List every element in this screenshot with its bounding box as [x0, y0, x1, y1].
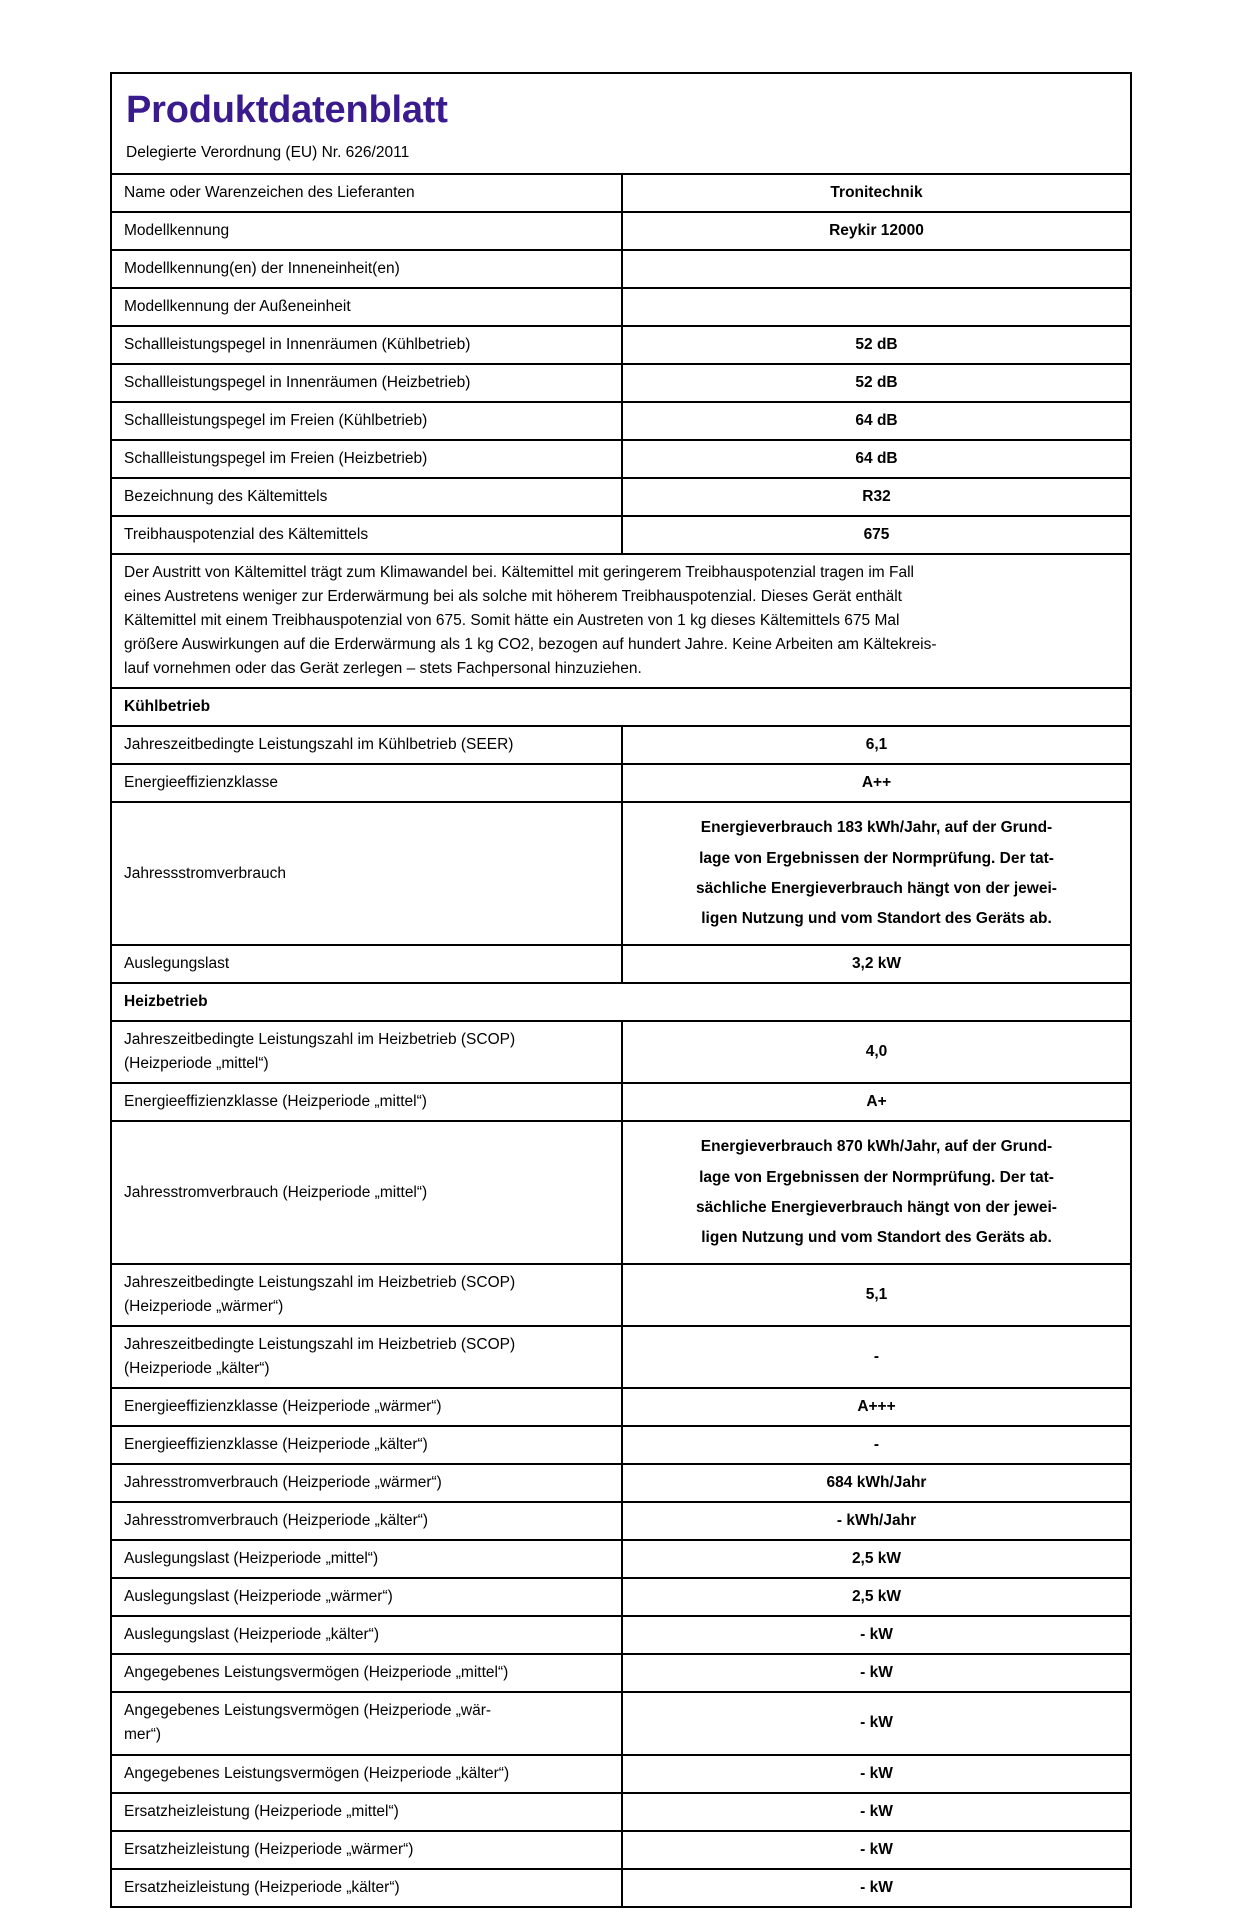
- row-label: [112, 1264, 622, 1326]
- row-label: Ersatzheizleistung (Heizperiode „kälter“): [112, 1869, 622, 1906]
- table-row: [112, 212, 1130, 250]
- row-label: Schallleistungspegel in Innenräumen (Heizbetrieb): [112, 364, 622, 402]
- table-row: [112, 1869, 1130, 1906]
- table-row: [112, 1654, 1130, 1692]
- row-value: A+++: [622, 1388, 1130, 1426]
- table-row: [112, 1388, 1130, 1426]
- label-line: Jahreszeitbedingte Leistungszahl im Heizbetrieb (SCOP): [124, 1031, 516, 1049]
- row-label: Energieeffizienzklasse (Heizperiode „mittel“): [112, 1083, 622, 1121]
- section-header-row-heating: [112, 983, 1130, 1021]
- row-label: Modellkennung der Außeneinheit: [112, 288, 622, 326]
- row-label: Angegebenes Leistungsvermögen (Heizperiode „mittel“): [112, 1654, 622, 1692]
- row-label: Energieeffizienzklasse (Heizperiode „wärmer“): [112, 1388, 622, 1426]
- row-label: Ersatzheizleistung (Heizperiode „wärmer“): [112, 1831, 622, 1869]
- table-row: [112, 1578, 1130, 1616]
- label-line: (Heizperiode „wärmer“): [124, 1298, 284, 1316]
- row-label: Treibhauspotenzial des Kältemittels: [112, 516, 622, 554]
- table-row: [112, 1083, 1130, 1121]
- datasheet-header: [112, 74, 1130, 175]
- table-row: [112, 1502, 1130, 1540]
- row-value: 684 kWh/Jahr: [622, 1464, 1130, 1502]
- row-value: 4,0: [622, 1021, 1130, 1083]
- label-line: Angegebenes Leistungsvermögen (Heizperiode „wär-: [124, 1702, 492, 1720]
- row-label: Jahresstromverbrauch (Heizperiode „mittel“): [112, 1121, 622, 1264]
- label-line: mer“): [124, 1726, 162, 1744]
- table-row: [112, 1021, 1130, 1083]
- note-line: Kältemittel mit einem Treibhauspotenzial von 675. Somit hätte ein Austreten von 1 kg dieses Kältemittels 675 Mal: [124, 612, 900, 630]
- row-value: - kW: [622, 1793, 1130, 1831]
- row-label: Auslegungslast: [112, 945, 622, 983]
- row-label: Name oder Warenzeichen des Lieferanten: [112, 175, 622, 212]
- table-row: [112, 1264, 1130, 1326]
- row-label: Auslegungslast (Heizperiode „mittel“): [112, 1540, 622, 1578]
- specification-table: [112, 175, 1130, 1905]
- note-line: eines Austretens weniger zur Erderwärmung bei als solche mit höherem Treibhauspotenzial. Dieses Gerät enthält: [124, 588, 902, 606]
- value-line: sächliche Energieverbrauch hängt von der jewei-: [696, 1198, 1057, 1216]
- table-row: [112, 364, 1130, 402]
- value-line: ligen Nutzung und vom Standort des Geräts ab.: [701, 910, 1052, 928]
- row-value: - kW: [860, 1878, 893, 1896]
- refrigerant-note: [112, 554, 1130, 688]
- row-label: Modellkennung: [112, 212, 622, 250]
- section-header-row-cooling: [112, 688, 1130, 726]
- row-value: Reykir 12000: [622, 212, 1130, 250]
- table-row: [112, 288, 1130, 326]
- row-label: Auslegungslast (Heizperiode „kälter“): [112, 1616, 622, 1654]
- table-row: [112, 1793, 1130, 1831]
- table-row: [112, 1426, 1130, 1464]
- row-label: [112, 1021, 622, 1083]
- row-label: Modellkennung(en) der Inneneinheit(en): [112, 250, 622, 288]
- row-value: 52 dB: [622, 364, 1130, 402]
- row-value: [622, 1121, 1130, 1264]
- row-value: 3,2 kW: [622, 945, 1130, 983]
- table-row: [112, 516, 1130, 554]
- row-value: -: [622, 1426, 1130, 1464]
- label-line: (Heizperiode „mittel“): [124, 1055, 269, 1073]
- row-value: - kW: [622, 1831, 1130, 1869]
- table-row: [112, 1755, 1130, 1793]
- row-label: Schallleistungspegel im Freien (Kühlbetrieb): [112, 402, 622, 440]
- row-value: R32: [622, 478, 1130, 516]
- table-row: [112, 326, 1130, 364]
- row-value: -: [622, 1326, 1130, 1388]
- row-label: Ersatzheizleistung (Heizperiode „mittel“): [112, 1793, 622, 1831]
- note-line: Der Austritt von Kältemittel trägt zum Klimawandel bei. Kältemittel mit geringerem Treibhauspotenzial tragen im Fall: [124, 564, 914, 582]
- row-value: 5,1: [622, 1264, 1130, 1326]
- table-row: [112, 1831, 1130, 1869]
- table-row: [112, 1540, 1130, 1578]
- row-value: 6,1: [622, 726, 1130, 764]
- product-datasheet: [110, 72, 1132, 1908]
- table-row: [112, 726, 1130, 764]
- row-label: Jahreszeitbedingte Leistungszahl im Kühlbetrieb (SEER): [112, 726, 622, 764]
- row-value: - kW: [622, 1755, 1130, 1793]
- row-label: Auslegungslast (Heizperiode „wärmer“): [112, 1578, 622, 1616]
- row-value: [622, 288, 1130, 326]
- row-value: [622, 250, 1130, 288]
- row-value: - kW: [622, 1654, 1130, 1692]
- table-row: [112, 1616, 1130, 1654]
- value-line: lage von Ergebnissen der Normprüfung. Der tat-: [699, 1168, 1054, 1186]
- note-line: größere Auswirkungen auf die Erderwärmung als 1 kg CO2, bezogen auf hundert Jahre. Keine Arbeiten am Kältekreis-: [124, 636, 937, 654]
- row-value: 64 dB: [622, 440, 1130, 478]
- table-row: [112, 1464, 1130, 1502]
- row-value: Tronitechnik: [622, 175, 1130, 212]
- row-value: 2,5 kW: [622, 1540, 1130, 1578]
- row-label: Energieeffizienzklasse: [112, 764, 622, 802]
- row-label: Jahresstromverbrauch (Heizperiode „kälter“): [112, 1502, 622, 1540]
- row-value: 675: [622, 516, 1130, 554]
- table-row: [112, 250, 1130, 288]
- page-title: Produktdatenblatt: [126, 89, 448, 131]
- row-value: - kW: [622, 1616, 1130, 1654]
- table-row: [112, 175, 1130, 212]
- table-row: [112, 945, 1130, 983]
- row-label: Jahressstromverbrauch: [112, 802, 622, 945]
- row-label: [112, 1692, 622, 1754]
- row-value: A++: [622, 764, 1130, 802]
- label-line: Jahreszeitbedingte Leistungszahl im Heizbetrieb (SCOP): [124, 1274, 516, 1292]
- label-line: (Heizperiode „kälter“): [124, 1360, 270, 1378]
- table-row: [112, 440, 1130, 478]
- row-label: [112, 1326, 622, 1388]
- table-row: [112, 478, 1130, 516]
- row-label: Jahresstromverbrauch (Heizperiode „wärmer“): [112, 1464, 622, 1502]
- label-line: Jahreszeitbedingte Leistungszahl im Heizbetrieb (SCOP): [124, 1336, 516, 1354]
- value-line: lage von Ergebnissen der Normprüfung. Der tat-: [699, 849, 1054, 867]
- section-title-heating: Heizbetrieb: [112, 983, 1130, 1021]
- refrigerant-note-row: [112, 554, 1130, 688]
- regulation-subtitle: Delegierte Verordnung (EU) Nr. 626/2011: [126, 144, 410, 162]
- table-row: [112, 764, 1130, 802]
- value-line: sächliche Energieverbrauch hängt von der jewei-: [696, 879, 1057, 897]
- row-label: Angegebenes Leistungsvermögen (Heizperiode „kälter“): [112, 1755, 622, 1793]
- value-line: ligen Nutzung und vom Standort des Geräts ab.: [701, 1229, 1052, 1247]
- row-value: 2,5 kW: [622, 1578, 1130, 1616]
- row-value: A+: [622, 1083, 1130, 1121]
- row-value: [622, 802, 1130, 945]
- table-row: [112, 802, 1130, 945]
- row-label: Bezeichnung des Kältemittels: [112, 478, 622, 516]
- table-row: [112, 402, 1130, 440]
- row-value: 52 dB: [622, 326, 1130, 364]
- row-label: Schallleistungspegel in Innenräumen (Kühlbetrieb): [112, 326, 622, 364]
- row-label: Schallleistungspegel im Freien (Heizbetrieb): [112, 440, 622, 478]
- table-row: [112, 1692, 1130, 1754]
- row-value: - kW: [622, 1692, 1130, 1754]
- section-title-cooling: Kühlbetrieb: [112, 688, 1130, 726]
- row-value: 64 dB: [622, 402, 1130, 440]
- note-line: lauf vornehmen oder das Gerät zerlegen – stets Fachpersonal hinzuziehen.: [124, 660, 642, 678]
- row-value: - kWh/Jahr: [622, 1502, 1130, 1540]
- row-label: Energieeffizienzklasse (Heizperiode „kälter“): [112, 1426, 622, 1464]
- value-line: Energieverbrauch 870 kWh/Jahr, auf der Grund-: [700, 1138, 1053, 1156]
- value-line: Energieverbrauch 183 kWh/Jahr, auf der Grund-: [700, 819, 1053, 837]
- table-row: [112, 1121, 1130, 1264]
- table-row: [112, 1326, 1130, 1388]
